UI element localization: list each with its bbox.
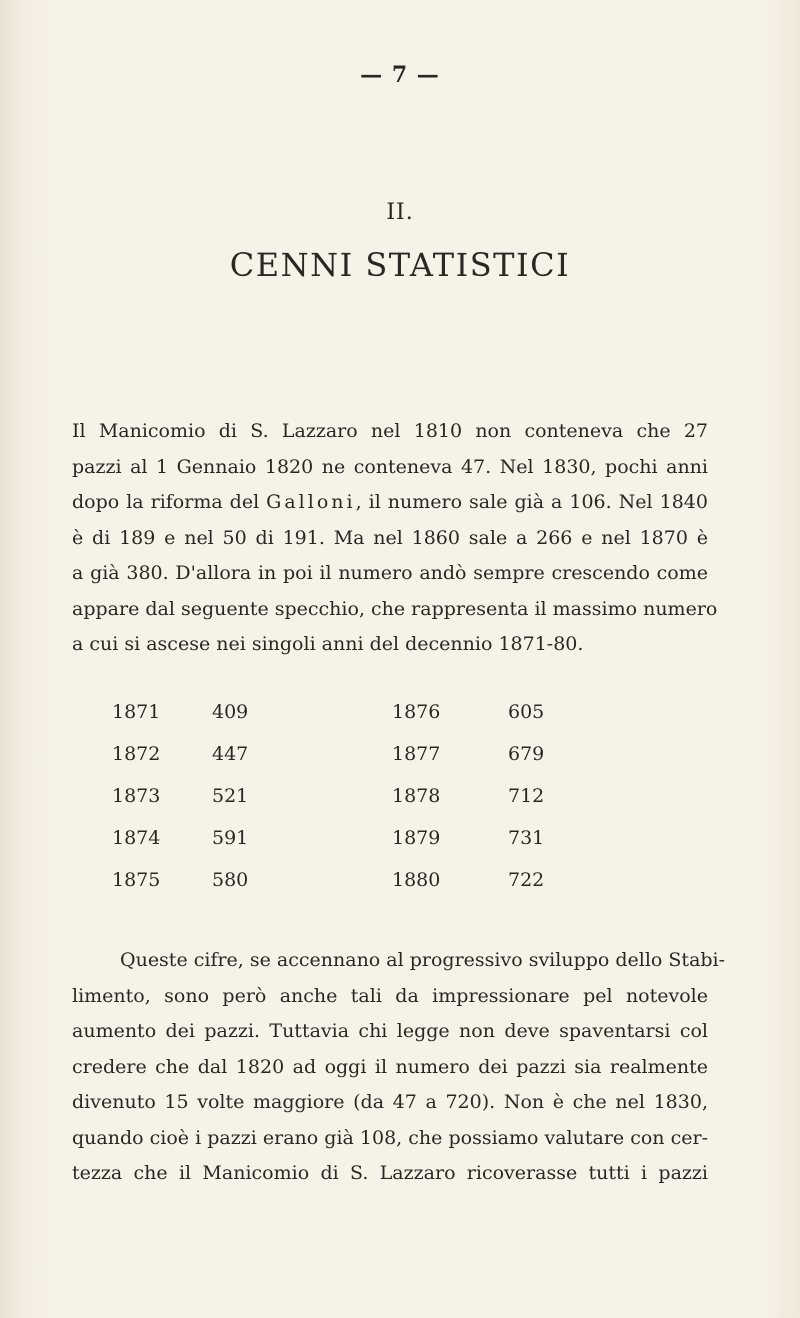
table-row xyxy=(72,859,708,901)
patients-by-year-table xyxy=(72,691,708,901)
text-line: limento, sono però anche tali da impressionare pel notevole xyxy=(72,984,708,1007)
text-line: credere che dal 1820 ad oggi il numero dei pazzi sia realmente xyxy=(72,1055,708,1078)
text-line: a già 380. D'allora in poi il numero andò sempre crescendo come xyxy=(72,562,708,584)
year-cell: 1879 xyxy=(392,827,441,849)
year-cell: 1876 xyxy=(392,701,441,723)
text-line: è di 189 e nel 50 di 191. Ma nel 1860 sale a 266 e nel 1870 è xyxy=(72,526,708,549)
count-cell: 712 xyxy=(508,785,545,807)
text-fragment: dopo la riforma del xyxy=(72,491,267,513)
section-title: CENNI STATISTICI xyxy=(229,246,571,284)
paragraph-commentary xyxy=(72,943,726,1192)
count-cell: 447 xyxy=(212,743,249,765)
name-galloni: Galloni xyxy=(266,491,356,513)
table-row xyxy=(72,775,708,817)
year-cell: 1878 xyxy=(392,785,441,807)
page-number: — 7 — xyxy=(360,62,440,88)
count-cell: 679 xyxy=(508,743,545,765)
section-number: II. xyxy=(386,200,414,225)
paragraph-intro xyxy=(72,414,718,663)
year-cell: 1877 xyxy=(392,743,441,765)
text-line xyxy=(72,485,708,521)
text-line: Queste cifre, se accennano al progressivo sviluppo dello Stabi- xyxy=(120,949,726,971)
year-cell: 1880 xyxy=(392,869,441,891)
count-cell: 722 xyxy=(508,869,545,891)
count-cell: 591 xyxy=(212,827,249,849)
year-cell: 1875 xyxy=(112,869,161,891)
text-line: appare dal seguente specchio, che rappresenta il massimo numero xyxy=(72,597,718,620)
year-cell: 1874 xyxy=(112,827,161,849)
text-line: tezza che il Manicomio di S. Lazzaro ricoverasse tutti i pazzi xyxy=(72,1162,708,1184)
count-cell: 731 xyxy=(508,827,545,849)
year-cell: 1873 xyxy=(112,785,161,807)
text-line: a cui si ascese nei singoli anni del decennio 1871-80. xyxy=(72,633,584,655)
table-row xyxy=(72,733,708,775)
text-line: Il Manicomio di S. Lazzaro nel 1810 non conteneva che 27 xyxy=(72,420,708,442)
year-cell: 1872 xyxy=(112,743,161,765)
count-cell: 605 xyxy=(508,701,545,723)
count-cell: 409 xyxy=(212,701,249,723)
count-cell: 580 xyxy=(212,869,249,891)
text-line: quando cioè i pazzi erano già 108, che possiamo valutare con cer- xyxy=(72,1126,708,1149)
count-cell: 521 xyxy=(212,785,249,807)
table-row xyxy=(72,691,708,733)
table-row xyxy=(72,817,708,859)
text-line: aumento dei pazzi. Tuttavia chi legge non deve spaventarsi col xyxy=(72,1020,708,1042)
text-fragment: , il numero sale già a 106. Nel 1840 xyxy=(355,491,708,513)
text-line: pazzi al 1 Gennaio 1820 ne conteneva 47. Nel 1830, pochi anni xyxy=(72,455,708,478)
year-cell: 1871 xyxy=(112,701,161,723)
text-line: divenuto 15 volte maggiore (da 47 a 720). Non è che nel 1830, xyxy=(72,1091,708,1113)
